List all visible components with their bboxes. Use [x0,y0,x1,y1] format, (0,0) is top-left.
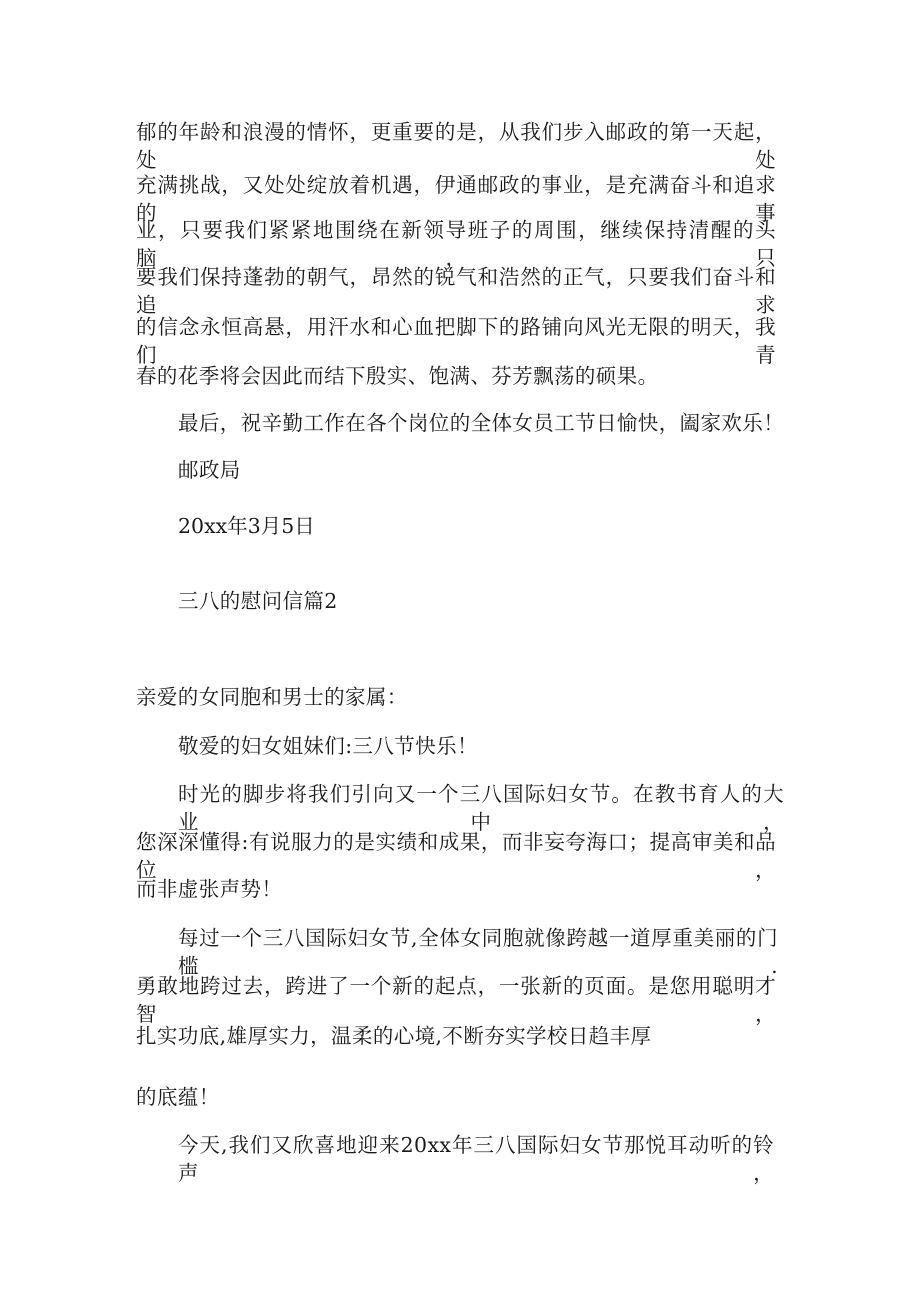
paragraph1-line-4: 要我们保持蓬勃的朝气，昂然的锐气和浩然的正气，只要我们奋斗和追求 [136,265,776,317]
paragraph4-line-1: 的底蕴！ [136,1085,220,1109]
paragraph1-line-5: 的信念永恒高悬，用汗水和心血把脚下的路铺向风光无限的明天，我们青 [136,315,776,367]
paragraph1-line-3: 业，只要我们紧紧地围绕在新领导班子的周围，继续保持清醒的头脑，只 [136,218,776,270]
section-title: 三八的慰问信篇2 [178,589,338,613]
paragraph2-line-3: 而非虚张声势！ [136,877,283,901]
paragraph5-line-1: 今天,我们又欣喜地迎来20xx年三八国际妇女节那悦耳动听的铃声， [178,1133,774,1185]
signature: 邮政局 [178,458,241,482]
paragraph1-line-2: 充满挑战，又处处绽放着机遇，伊通邮政的事业，是充满奋斗和追求的事 [136,173,776,225]
salutation: 亲爱的女同胞和男士的家属： [136,685,408,709]
paragraph1-line-6: 春的花季将会因此而结下殷实、饱满、芬芳飘荡的硕果。 [136,364,659,388]
paragraph1-line-1: 郁的年龄和浪漫的情怀，更重要的是，从我们步入邮政的第一天起，处处 [136,120,776,172]
letter-date: 20xx年3月5日 [178,514,315,538]
paragraph3-line-2: 勇敢地跨过去，跨进了一个新的起点，一张新的页面。是您用聪明才智， [136,974,776,1026]
paragraph2-line-1: 时光的脚步将我们引向又一个三八国际妇女节。在教书育人的大业中， [178,782,784,834]
paragraph3-line-1: 每过一个三八国际妇女节,全体女同胞就像跨越一道厚重美丽的门槛. [178,926,778,978]
greeting: 敬爱的妇女姐妹们:三八节快乐！ [178,734,478,758]
closing-wish: 最后，祝辛勤工作在各个岗位的全体女员工节日愉快，阖家欢乐！ [178,411,785,435]
paragraph3-line-3: 扎实功底,雄厚实力，温柔的心境,不断夯实学校日趋丰厚 [136,1024,652,1048]
paragraph2-line-2: 您深深懂得:有说服力的是实绩和成果，而非妄夸海口；提高审美和品位， [136,830,776,882]
